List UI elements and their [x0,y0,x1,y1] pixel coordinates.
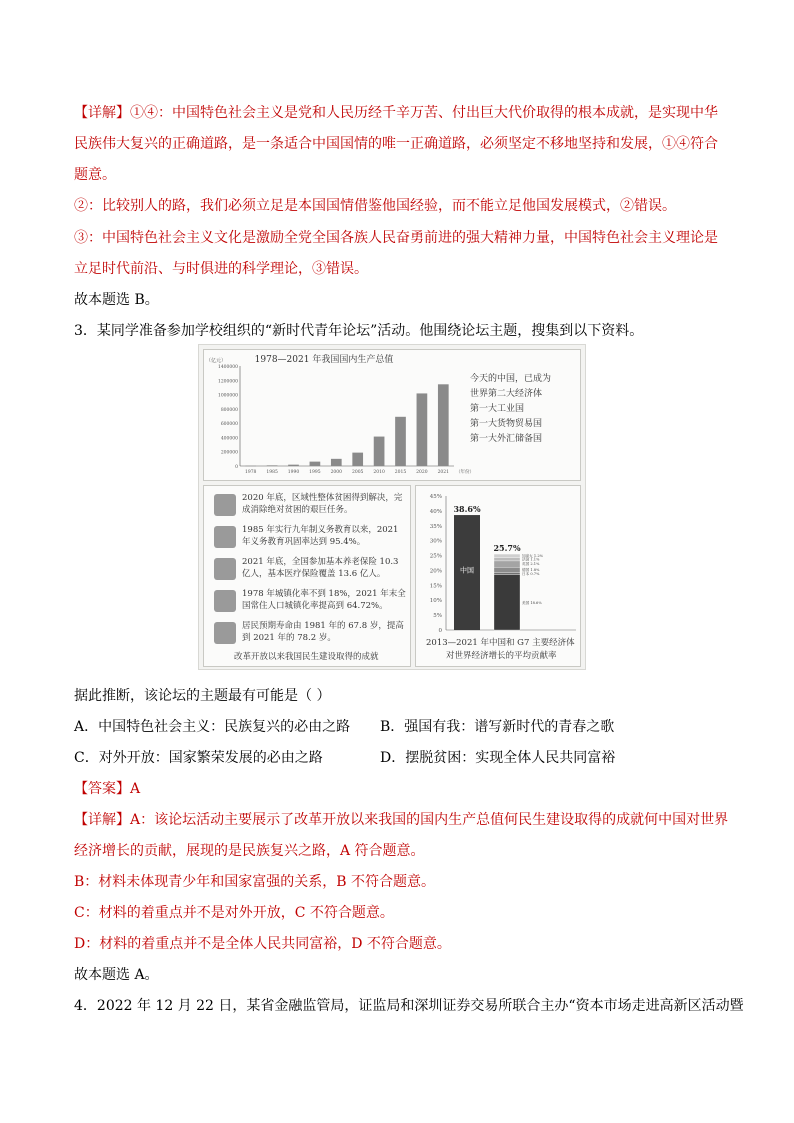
gdp-bar [374,437,385,466]
gdp-y-tick-label: 800000 [220,407,238,413]
stat-text: 居民预期寿命由 1981 年的 67.8 岁，提高到 2021 年的 78.2 岁。 [242,621,404,643]
q3-conclusion: 故本题选 A。 [74,967,159,983]
china-facts [470,372,551,447]
contribution-bar-g7-segment [494,573,520,575]
people-icon [214,558,236,580]
city-icon [214,590,236,612]
gdp-bar [245,466,256,467]
q2-detail-line-2: 民族伟大复兴的正确道路，是一条适合中国国情的唯一正确道路，必须坚定不移地坚持和发展，①④符合 [74,136,718,152]
gdp-y-tick-label: 200000 [220,450,238,456]
gdp-bar [331,459,342,466]
gdp-bar [352,453,363,466]
contribution-total-china: 38.6% [453,504,481,515]
q2-conclusion: 故本题选 B。 [74,292,159,308]
stat-text: 2020 年底，区域性整体贫困得到解决，完成消除绝对贫困的艰巨任务。 [242,493,403,515]
gdp-x-unit: （年份） [456,470,474,475]
q3-detail-a-line-2: 经济增长的贡献，展现的是民族复兴之路，A 符合题意。 [74,843,425,859]
detail-tag: 【详解】 [74,812,130,828]
gdp-y-tick-label: 0 [235,465,238,470]
gdp-x-tick-label: 2010 [373,470,385,475]
option-a: A．中国特色社会主义：民族复兴的必由之路 [74,719,351,735]
gdp-x-tick-label: 2015 [394,470,407,475]
contribution-segment-label: 英国 2.1% [522,562,540,567]
contribution-bar-g7-segment [494,554,520,558]
gdp-y-tick-label: 400000 [220,436,238,442]
contribution-y-tick-label: 0 [438,628,442,634]
contribution-y-tick-label: 20% [429,568,442,575]
q2-detail-line-1 [74,104,718,122]
gdp-x-tick-label: 2021 [437,470,450,475]
fact-line: 第一大工业国 [470,404,525,414]
gdp-bar [288,465,299,466]
gdp-y-tick-label: 1000000 [217,393,238,399]
family-icon [214,622,236,644]
contribution-y-tick-label: 15% [429,583,442,590]
gdp-bar [395,417,406,466]
fact-line: 第一大外汇储备国 [470,434,543,444]
contribution-bar-g7-segment [494,561,520,567]
answer-value: A [130,781,141,797]
contribution-caption-1: 2013—2021 年中国和 G7 主要经济体 [426,638,575,648]
gdp-bar [438,384,449,466]
gdp-x-tick-label: 2005 [351,470,364,475]
detail-text: A：该论坛活动主要展示了改革开放以来我国的国内生产总值何民生建设取得的成就何中国对世界 [130,812,729,828]
answer-tag: 【答案】 [74,781,130,797]
q3-answer [74,780,140,798]
contribution-y-tick-label: 30% [429,538,442,545]
q3-detail-c: C：材料的着重点并不是对外开放，C 不符合题意。 [74,905,394,921]
contribution-bar-g7-segment [494,558,520,561]
stat-text: 2021 年底，全国参加基本养老保险 10.3 亿人，基本医疗保险覆盖 13.6 亿人。 [242,557,399,579]
contribution-y-tick-label: 10% [429,598,442,605]
contribution-bar-g7-segment [494,567,520,572]
stat-text: 1985 年实行九年制义务教育以来，2021 年义务教育巩固率达到 95.4%。 [242,525,399,547]
fact-line: 今天的中国，已成为 [470,374,552,384]
contribution-y-tick-label: 25% [429,553,442,560]
gdp-y-tick-label: 1200000 [217,379,238,385]
q2-detail-point-2: ②：比较别人的路，我们必须立足是本国国情借鉴他国经验，而不能立足他国发展模式，②错误。 [74,198,676,214]
gdp-bar [417,393,428,466]
q3-detail-d: D：材料的着重点并不是全体人民共同富裕，D 不符合题意。 [74,936,451,952]
gdp-y-unit: （亿元） [206,358,227,364]
detail-tag: 【详解】 [74,105,130,121]
contribution-bar-g7-segment [494,575,520,630]
contribution-segment-label: 法国 1.1% [522,557,540,562]
option-c: C．对外开放：国家繁荣发展的必由之路 [74,750,323,766]
gdp-x-tick-label: 2020 [416,470,428,475]
book-icon [214,526,236,548]
q2-detail-point-3-line-1: ③：中国特色社会主义文化是激励全党全国各族人民奋勇前进的强大精神力量，中国特色社会主义理论是 [74,230,718,246]
gdp-x-tick-label: 1995 [309,470,321,475]
gdp-x-tick-label: 1985 [266,470,278,475]
option-d: D．摆脱贫困：实现全体人民共同富裕 [380,750,616,766]
contribution-segment-label: 德国 1.8% [522,568,540,573]
contribution-segment-label: 美国 18.6% [522,600,542,605]
gdp-y-tick-label: 1400000 [217,365,238,370]
gdp-x-tick-label: 2000 [330,470,343,475]
gdp-bar [267,465,278,466]
q3-question: 据此推断，该论坛的主题最有可能是（ ） [74,688,331,704]
gdp-x-tick-label: 1990 [287,470,300,475]
fact-line: 世界第二大经济体 [470,389,543,399]
q3-stem: 3．某同学准备参加学校组织的“新时代青年论坛”活动。他围绕论坛主题，搜集到以下资料。 [74,323,644,339]
q3-detail-b: B：材料未体现青少年和国家富强的关系，B 不符合题意。 [74,874,436,890]
contribution-y-tick-label: 35% [429,523,442,530]
q3-detail-a-line-1 [74,811,728,829]
q2-detail-point-3-line-2: 立足时代前沿、与时俱进的科学理论，③错误。 [74,261,368,277]
fact-line: 第一大货物贸易国 [470,419,543,429]
gdp-x-tick-label: 1978 [244,470,257,475]
contribution-y-tick-label: 40% [429,508,442,515]
gdp-panel [203,349,581,481]
q4-stem: 4．2022 年 12 月 22 日，某省金融监管局，证监局和深圳证券交易所联合主办“资本市场走进高新区活动暨 [74,998,744,1014]
contribution-panel [415,485,581,667]
contribution-chart [416,486,580,636]
contribution-y-tick-label: 5% [433,613,442,620]
gdp-bar [310,462,321,466]
contribution-segment-label: 日本 0.7% [522,571,540,576]
gdp-chart-title: 1978—2021 年我国国内生产总值 [254,355,394,365]
contribution-total-g7: 25.7% [493,543,521,554]
poverty-icon [214,494,236,516]
stat-text: 1978 年城镇化率不到 18%，2021 年末全国常住人口城镇化率提高到 64.72%。 [242,589,406,611]
option-b: B．强国有我：谱写新时代的青春之歌 [380,719,615,735]
livelihood-caption: 改革开放以来我国民生建设取得的成就 [234,652,379,662]
q2-detail-text: ①④：中国特色社会主义是党和人民历经千辛万苦、付出巨大代价取得的根本成就，是实现中华 [130,105,718,121]
contribution-segment-label: 加拿大 1.2% [522,554,544,559]
material-image [198,344,586,670]
gdp-y-tick-label: 600000 [220,422,238,428]
gdp-chart [204,350,474,480]
contribution-bar-china-label: 中国 [460,566,474,575]
q2-detail-line-3: 题意。 [74,167,116,183]
contribution-caption-2: 对世界经济增长的平均贡献率 [446,651,557,661]
livelihood-panel [203,485,411,667]
contribution-y-tick-label: 45% [429,494,442,500]
